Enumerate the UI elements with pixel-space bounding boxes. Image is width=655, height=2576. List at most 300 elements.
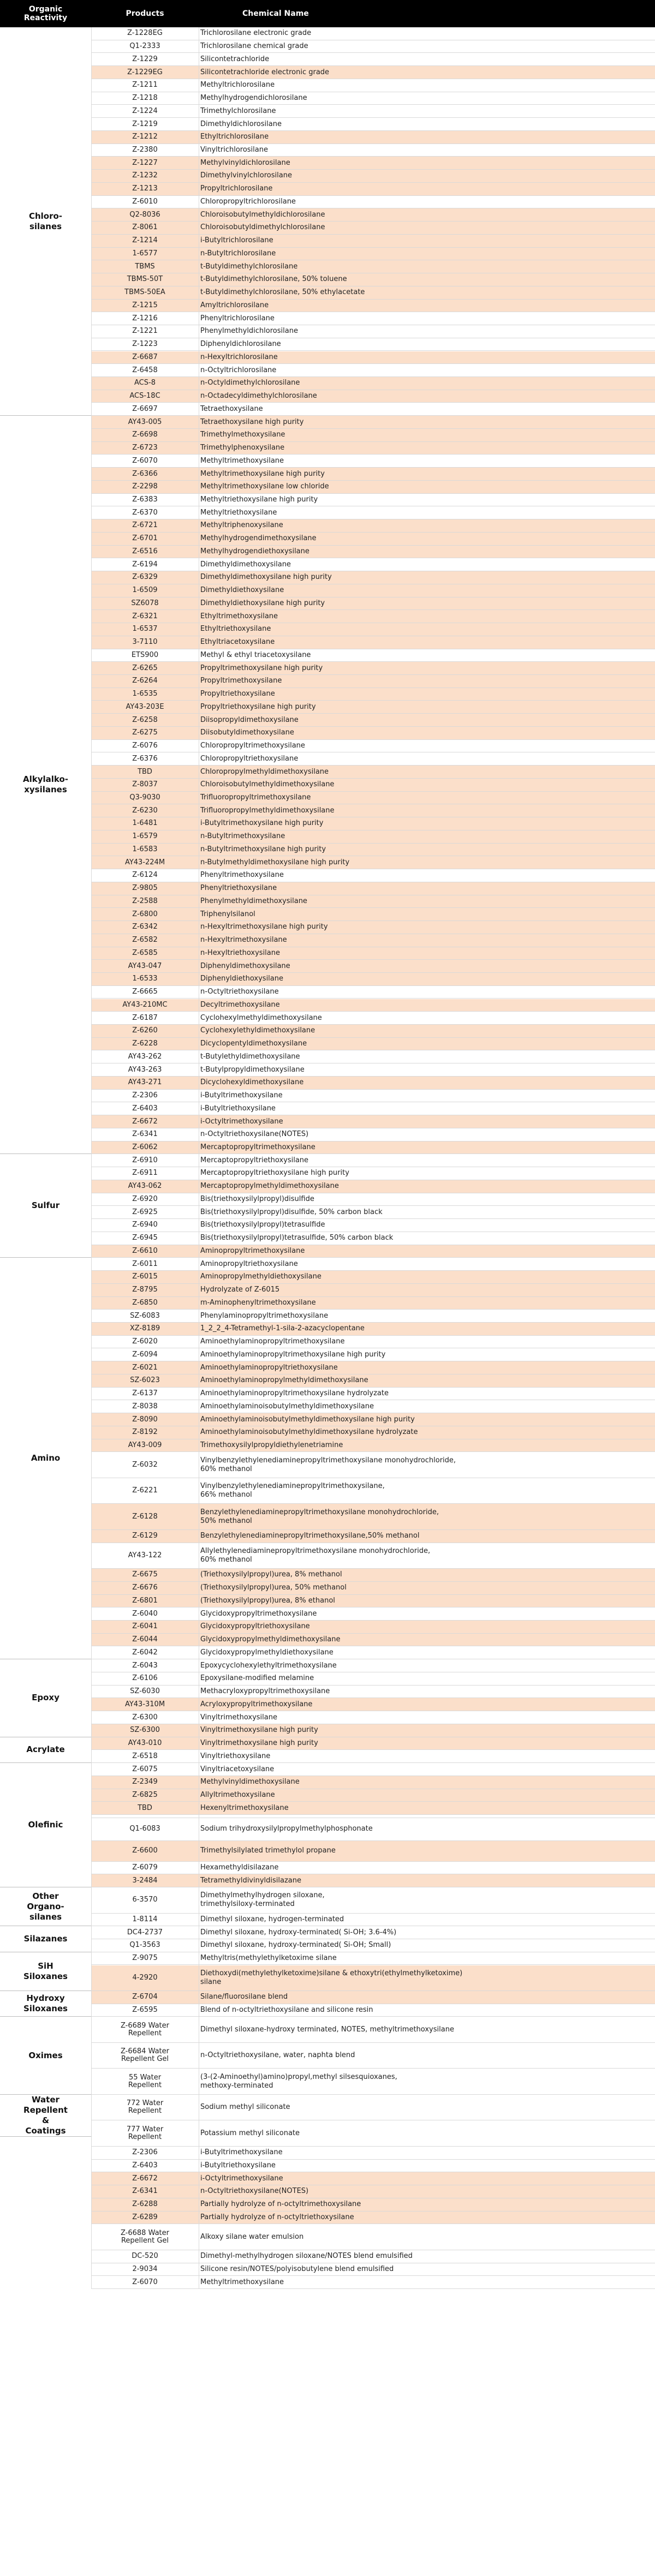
table-row	[91, 1219, 655, 1232]
chemical-name: Dimethyl siloxane, hydroxy-terminated( Si-OH; 3.6-4%)	[200, 1928, 397, 1937]
product-code: AY43-310M	[124, 1700, 165, 1708]
product-code: Z-6600	[132, 1846, 158, 1855]
table-row	[91, 636, 655, 649]
chemical-name: Tetramethyldivinyldisilazane	[200, 1876, 302, 1885]
product-code: Z-6221	[132, 1486, 158, 1495]
product-code: 2-9034	[132, 2264, 158, 2273]
product-code: Z-6684 Water Repellent Gel	[120, 2047, 169, 2064]
table-row	[91, 429, 655, 442]
category-label: Epoxy	[0, 1659, 91, 1737]
product-code: Z-6128	[132, 1512, 158, 1521]
product-code: SZ-6083	[130, 1311, 160, 1320]
product-code: Z-6800	[132, 910, 158, 918]
table-row	[91, 1789, 655, 1802]
chemical-name: Dimethyldichlorosilane	[200, 119, 282, 128]
chemical-name	[199, 1815, 655, 1818]
chemical-name: n-Hexyltrimethoxysilane	[200, 936, 287, 945]
product-code: Z-6040	[132, 1609, 158, 1618]
product-code: Z-8192	[132, 1428, 158, 1437]
chemical-name: Decyltrimethoxysilane	[200, 1000, 280, 1009]
category-label: Acrylate	[0, 1737, 91, 1763]
chemical-name: Chloropropyltrichlorosilane	[200, 197, 296, 206]
product-code: Z-1227	[132, 158, 158, 167]
table-row	[91, 830, 655, 844]
chemical-name: Trichlorosilane electronic grade	[200, 29, 312, 38]
category-label: Silazanes	[0, 1926, 91, 1952]
table-row	[91, 688, 655, 701]
chemical-name: Silicone resin/NOTES/polyisobutylene blend emulsified	[200, 2264, 394, 2273]
table-row	[91, 1965, 655, 1991]
chemical-name: i-Butyltriethoxysilane	[200, 2161, 276, 2169]
chemical-name: 1_2_2_4-Tetramethyl-1-sila-2-azacyclopentane	[200, 1324, 365, 1333]
chemical-name: Trimethylmethoxysilane	[200, 431, 285, 439]
table-row	[91, 1180, 655, 1193]
chemical-name: t-Butyldimethylchlorosilane	[200, 262, 298, 271]
column-divider	[91, 27, 92, 2289]
chemical-name: t-Butylpropyldimethoxysilane	[200, 1065, 305, 1074]
chemical-name: Methylhydrogendichlorosilane	[200, 94, 307, 103]
product-code: AY43-122	[128, 1551, 162, 1559]
table-row	[91, 351, 655, 364]
product-code: Z-6094	[132, 1350, 158, 1359]
product-code: TBMS	[135, 262, 155, 271]
product-code: Z-6265	[132, 664, 158, 672]
product-code: Z-6688 Water Repellent Gel	[120, 2228, 169, 2245]
product-code: Z-6260	[132, 1026, 158, 1035]
product-code: Z-6920	[132, 1194, 158, 1203]
chemical-name: n-Octadecyldimethylchlorosilane	[200, 392, 317, 401]
chemical-name: Methyltriethoxysilane high purity	[200, 495, 318, 504]
chemical-name: Methyltrimethoxysilane low chloride	[200, 482, 329, 491]
chemical-name: i-Octyltrimethoxysilane	[200, 2174, 283, 2183]
table-row	[91, 1874, 655, 1887]
table-header	[0, 0, 655, 27]
product-code: Z-2306	[132, 2148, 158, 2157]
chemical-name: Glycidoxypropyltriethoxysilane	[200, 1622, 310, 1631]
table-row	[91, 1750, 655, 1763]
chemical-name: Hexamethyldisilazane	[200, 1863, 279, 1872]
table-row	[91, 79, 655, 92]
table-row	[91, 40, 655, 53]
table-row	[91, 960, 655, 973]
product-code: Z-6011	[132, 1259, 158, 1268]
product-code: ACS-18C	[129, 392, 160, 401]
table-row	[91, 1115, 655, 1128]
product-code: ACS-8	[134, 379, 156, 387]
chemical-name: Dimethyl siloxane, hydrogen-terminated	[200, 1915, 344, 1923]
product-code: 772 Water Repellent	[126, 2099, 164, 2115]
category-label: Water Repellent & Coatings	[0, 2095, 91, 2137]
product-code: Z-6672	[132, 2174, 158, 2183]
product-code: Z-6321	[132, 612, 158, 620]
product-code: Z-2380	[132, 146, 158, 154]
chemical-name: n-Octyldimethylchlorosilane	[200, 379, 300, 387]
product-code: Q2-8036	[129, 210, 160, 219]
chemical-name: Silicontetrachloride	[200, 55, 270, 63]
product-code: Z-1215	[132, 301, 158, 309]
chemical-name: Bis(triethoxysilylpropyl)disulfide, 50% carbon black	[200, 1208, 383, 1216]
chemical-name: Blend of n-octyltriethoxysilane and silicone resin	[200, 2006, 373, 2015]
chemical-name: Aminopropyltriethoxysilane	[200, 1259, 298, 1268]
product-code: Z-6689 Water Repellent	[120, 2021, 169, 2037]
product-code: Z-6075	[132, 1765, 158, 1773]
chemical-name: Bis(triethoxysilylpropyl)tetrasulfide, 50% carbon black	[200, 1234, 394, 1242]
category-label: Chloro- silanes	[0, 27, 91, 416]
chemical-name: Chloropropyltrimethoxysilane	[200, 742, 305, 750]
chemical-name: Trimethoxysilylpropyldiethylenetriamine	[200, 1441, 343, 1450]
table-row	[91, 869, 655, 882]
table-row	[91, 882, 655, 895]
chemical-name: Dimethylmethylhydrogen siloxane, trimethylsiloxy-terminated	[200, 1891, 325, 1909]
table-row	[91, 1818, 655, 1841]
chemical-name: Chloroisobutyldimethylchlorosilane	[200, 223, 325, 232]
chemical-name: Partially hydrolyze of n-octyltrimethoxysilane	[200, 2200, 361, 2209]
product-code: AY43-005	[128, 417, 162, 426]
chemical-name: Dimethyl siloxane-hydroxy terminated, NOTES, methyltrimethoxysilane	[200, 2025, 454, 2034]
chemical-name: Dicyclopentyldimethoxysilane	[200, 1039, 307, 1048]
table-row	[91, 895, 655, 909]
chemical-name: Ethyltriacetoxysilane	[200, 638, 275, 647]
product-code: Z-6403	[132, 2161, 158, 2169]
product-code: XZ-8189	[129, 1324, 160, 1333]
chemical-name: Hexenyltrimethoxysilane	[200, 1803, 289, 1812]
product-code: Z-6020	[132, 1337, 158, 1346]
table-row	[91, 908, 655, 921]
product-code: AY43-263	[128, 1065, 162, 1074]
product-code: AY43-203E	[126, 702, 164, 711]
category-label: Sulfur	[0, 1154, 91, 1258]
product-code: AY43-210MC	[122, 1000, 168, 1009]
table-row	[91, 1504, 655, 1529]
chemical-name: Glycidoxypropylmethyldiethoxysilane	[200, 1648, 334, 1657]
table-row	[91, 1025, 655, 1038]
product-code: Z-6721	[132, 521, 158, 530]
table-row	[91, 260, 655, 273]
chemical-name: Epoxycyclohexylethyltrimethoxysilane	[200, 1661, 337, 1670]
product-code: DC-520	[132, 2252, 158, 2261]
chemical-name: t-Butyldimethylchlorosilane, 50% toluene	[200, 275, 347, 284]
product-code: TBD	[138, 1803, 152, 1812]
chemical-name: Methyltriethoxysilane	[200, 508, 277, 517]
product-code: Z-6911	[132, 1169, 158, 1178]
chemical-name: Aminoethylaminoisobutylmethyldimethoxysilane hydrolyzate	[200, 1428, 418, 1437]
product-code: Z-6124	[132, 871, 158, 880]
chemical-name: Triphenylsilanol	[200, 910, 255, 918]
chemical-name: Trichlorosilane chemical grade	[200, 42, 308, 51]
product-code: Z-1224	[132, 106, 158, 115]
product-code: Z-6698	[132, 431, 158, 439]
product-code: Z-6129	[132, 1532, 158, 1540]
table-row	[91, 2043, 655, 2069]
product-code: Z-6288	[132, 2200, 158, 2209]
product-code: Z-1232	[132, 171, 158, 180]
product-code: Z-1221	[132, 327, 158, 336]
product-code: Z-6940	[132, 1221, 158, 1229]
product-code: Z-6910	[132, 1156, 158, 1164]
table-row	[91, 66, 655, 79]
product-code: Z-6300	[132, 1713, 158, 1722]
product-code: Z-1229	[132, 55, 158, 63]
product-code: Z-8061	[132, 223, 158, 232]
category-label: Olefinic	[0, 1763, 91, 1887]
chemical-name: Phenyltrimethoxysilane	[200, 871, 284, 880]
table-row	[91, 222, 655, 235]
product-code: Z-1228EG	[127, 29, 163, 38]
table-row	[91, 312, 655, 325]
chemical-name: Trimethylsilylated trimethylol propane	[200, 1846, 336, 1855]
table-row	[91, 597, 655, 611]
product-code: Q1-3563	[129, 1941, 160, 1950]
chemical-name: Mercaptopropyltrimethoxysilane	[200, 1143, 315, 1151]
table-row	[91, 1991, 655, 2004]
chemical-name: Vinylbenzylethylenediaminepropyltrimethoxysilane monohydrochloride, 60% methanol	[200, 1456, 456, 1473]
table-row	[91, 623, 655, 636]
product-code: Z-8037	[132, 780, 158, 789]
product-code	[91, 1815, 199, 1818]
product-code: Z-6137	[132, 1389, 158, 1398]
table-row	[91, 792, 655, 805]
product-code: Z-6582	[132, 936, 158, 945]
chemical-name: Diphenyldichlorosilane	[200, 340, 281, 349]
table-row	[91, 338, 655, 351]
table-row	[91, 1336, 655, 1349]
table-row	[91, 1050, 655, 1063]
chemical-name: Methylvinyldichlorosilane	[200, 158, 290, 167]
chemical-name: Diisopropyldimethoxysilane	[200, 715, 299, 724]
product-code: 4-2920	[132, 1973, 158, 1982]
chemical-name: Ethyltrichlorosilane	[200, 133, 269, 141]
product-code: Z-6366	[132, 469, 158, 478]
table-row	[91, 481, 655, 494]
table-row	[91, 1737, 655, 1750]
product-code: Z-6010	[132, 197, 158, 206]
product-code: Z-6264	[132, 677, 158, 685]
chemical-name: Vinyltriacetoxysilane	[200, 1765, 275, 1773]
table-row	[91, 1595, 655, 1608]
table-row	[91, 986, 655, 999]
product-code: 1-6577	[132, 249, 158, 258]
chemical-name: Trimethylphenoxysilane	[200, 444, 285, 452]
chemical-name: Ethyltrimethoxysilane	[200, 612, 278, 620]
chemical-name: Dimethylvinylchlorosilane	[200, 171, 292, 180]
product-code: Z-6945	[132, 1234, 158, 1242]
product-code: AY43-062	[128, 1182, 162, 1191]
table-row	[91, 1012, 655, 1025]
product-code: AY43-271	[128, 1078, 162, 1087]
product-code: AY43-009	[128, 1441, 162, 1450]
chemical-name: Phenyltrichlorosilane	[200, 314, 275, 322]
table-row	[91, 649, 655, 662]
product-code: Z-6258	[132, 715, 158, 724]
product-code: Z-6383	[132, 495, 158, 504]
product-code: Q3-9030	[129, 793, 160, 802]
table-row	[91, 1426, 655, 1439]
table-row	[91, 519, 655, 533]
table-row	[91, 144, 655, 157]
product-code: AY43-010	[128, 1739, 162, 1748]
chemical-name: n-Octyltrichlorosilane	[200, 366, 277, 374]
product-code: Z-6610	[132, 1246, 158, 1255]
chemical-name: Dicyclohexyldimethoxysilane	[200, 1078, 304, 1087]
product-code: Z-6595	[132, 2006, 158, 2015]
table-row	[91, 53, 655, 66]
product-code: Z-2298	[132, 482, 158, 491]
chemical-name: Vinyltriethoxysilane	[200, 1752, 271, 1760]
table-row	[91, 1659, 655, 1672]
chemical-name: n-Butyltrimethoxysilane high purity	[200, 845, 326, 853]
product-code: Q1-6083	[129, 1825, 160, 1833]
table-row	[91, 1413, 655, 1426]
table-row	[91, 105, 655, 118]
table-row	[91, 1914, 655, 1927]
category-label: Other Organo- silanes	[0, 1887, 91, 1926]
product-code: 1-6537	[132, 625, 158, 633]
table-row	[91, 2172, 655, 2185]
chemical-name: Benzylethylenediaminepropyltrimethoxysilane monohydrochloride, 50% methanol	[200, 1508, 439, 1525]
chemical-name: Mercaptopropyltriethoxysilane	[200, 1156, 309, 1164]
product-code: Z-6697	[132, 404, 158, 413]
table-row	[91, 1698, 655, 1711]
product-code: 777 Water Repellent	[126, 2125, 164, 2141]
table-row	[91, 2198, 655, 2212]
table-row	[91, 1621, 655, 1634]
table-row	[91, 675, 655, 688]
product-code: 1-6533	[132, 975, 158, 983]
chemical-name: Phenylmethyldimethoxysilane	[200, 896, 307, 905]
table-row	[91, 157, 655, 170]
chemical-name: Propyltriethoxysilane high purity	[200, 702, 316, 711]
product-code: 1-6481	[132, 819, 158, 828]
table-row	[91, 2017, 655, 2042]
table-row	[91, 533, 655, 546]
table-row	[91, 817, 655, 830]
table-row	[91, 1374, 655, 1388]
product-code: Z-6070	[132, 2278, 158, 2286]
table-row	[91, 1090, 655, 1103]
chemical-name: Glycidoxypropylmethyldimethoxysilane	[200, 1635, 341, 1644]
product-code: Z-6665	[132, 988, 158, 996]
product-code: 3-2484	[132, 1876, 158, 1885]
chemical-name: (Triethoxysilylpropyl)urea, 8% methanol	[200, 1570, 342, 1579]
table-row	[91, 1452, 655, 1478]
table-row	[91, 1297, 655, 1310]
product-code: Z-8038	[132, 1402, 158, 1410]
table-row	[91, 752, 655, 766]
product-code: Z-6585	[132, 948, 158, 957]
table-row	[91, 1193, 655, 1206]
category-label: Amino	[0, 1258, 91, 1659]
product-code: Z-6341	[132, 2187, 158, 2196]
table-row	[91, 973, 655, 986]
table-row	[91, 1361, 655, 1374]
table-row	[91, 118, 655, 131]
chemical-name: Aminoethylaminopropylmethyldimethoxysilane	[200, 1376, 368, 1385]
chemical-name: Benzylethylenediaminepropyltrimethoxysilane,50% methanol	[200, 1532, 420, 1540]
product-code: 1-6579	[132, 832, 158, 841]
product-code: Z-6516	[132, 547, 158, 555]
table-row	[91, 1439, 655, 1453]
product-code: 6-3570	[132, 1896, 158, 1904]
table-row	[91, 1388, 655, 1401]
chemical-name: Aminoethylaminopropyltrimethoxysilane hydrolyzate	[200, 1389, 389, 1398]
table-row	[91, 727, 655, 740]
product-code: AY43-224M	[124, 858, 165, 866]
chemical-name: Mercaptopropyltriethoxysilane high purity	[200, 1169, 349, 1178]
table-row	[91, 506, 655, 519]
chemical-name: Dimethyldiethoxysilane high purity	[200, 599, 325, 607]
product-code: DC4-2737	[127, 1928, 163, 1937]
table-row	[91, 1672, 655, 1686]
table-row	[91, 248, 655, 261]
chemical-name: Vinyltrimethoxysilane	[200, 1713, 277, 1722]
chemical-name: Cyclohexylethyldimethoxysilane	[200, 1026, 315, 1035]
table-row	[91, 377, 655, 390]
table-row	[91, 235, 655, 248]
header-products: Products	[126, 9, 164, 18]
product-code: Z-6403	[132, 1104, 158, 1113]
chemical-name: n-Butyltrimethoxysilane	[200, 832, 285, 841]
table-row	[91, 1926, 655, 1939]
chemical-name: Trimethylchlorosilane	[200, 106, 276, 115]
table-row	[91, 131, 655, 144]
chemical-name: Hydrolyzate of Z-6015	[200, 1286, 280, 1294]
table-row	[91, 364, 655, 377]
table-row	[91, 558, 655, 571]
chemical-name: i-Butyltrimethoxysilane high purity	[200, 819, 324, 828]
chemical-name: Propyltrichlorosilane	[200, 184, 273, 193]
chemical-name: Cyclohexylmethyldimethoxysilane	[200, 1013, 322, 1022]
table-row	[91, 1038, 655, 1051]
chemical-name: Methyltrimethoxysilane high purity	[200, 469, 325, 478]
chemical-name: Sodium trihydroxysilylpropylmethylphosphonate	[200, 1825, 373, 1833]
chemical-name: t-Butylethyldimethoxysilane	[200, 1052, 300, 1061]
table-row	[91, 1232, 655, 1245]
table-row	[91, 1154, 655, 1167]
table-row	[91, 325, 655, 338]
table-row	[91, 1348, 655, 1361]
chemical-name: Bis(triethoxysilylpropyl)tetrasulfide	[200, 1221, 325, 1229]
product-code: Z-2349	[132, 1778, 158, 1786]
table-row	[91, 2160, 655, 2173]
product-code: Q1-2333	[129, 42, 160, 51]
table-row	[91, 2095, 655, 2120]
table-row	[91, 1478, 655, 1504]
chemical-name: Trifluoropropyltrimethoxysilane	[200, 793, 311, 802]
product-code: Z-6043	[132, 1661, 158, 1670]
table-row	[91, 584, 655, 597]
product-code: Z-6070	[132, 456, 158, 465]
category-label: Hydroxy Siloxanes	[0, 1991, 91, 2017]
chemical-name: Tetraethoxysilane high purity	[200, 417, 304, 426]
chemical-name: n-Butylmethyldimethoxysilane high purity	[200, 858, 350, 866]
chemical-name: Methyltrimethoxysilane	[200, 2278, 284, 2286]
table-row	[91, 571, 655, 584]
chemical-name: n-Butyltrichlorosilane	[200, 249, 276, 258]
product-code: Z-6021	[132, 1363, 158, 1372]
product-code: Z-9075	[132, 1954, 158, 1963]
table-row	[91, 701, 655, 714]
product-code: Z-6228	[132, 1039, 158, 1048]
table-row	[91, 1530, 655, 1543]
chemical-name: Mercaptopropylmethyldimethoxysilane	[200, 1182, 339, 1191]
table-row	[91, 1245, 655, 1258]
chemical-name: Chloropropyltriethoxysilane	[200, 754, 299, 763]
chemical-name: Propyltrimethoxysilane	[200, 677, 282, 685]
chemical-name: n-Hexyltrichlorosilane	[200, 352, 278, 361]
product-code: Z-6341	[132, 1130, 158, 1139]
product-code: Z-6801	[132, 1596, 158, 1605]
chemical-name: i-Butyltrimethoxysilane	[200, 2148, 283, 2157]
